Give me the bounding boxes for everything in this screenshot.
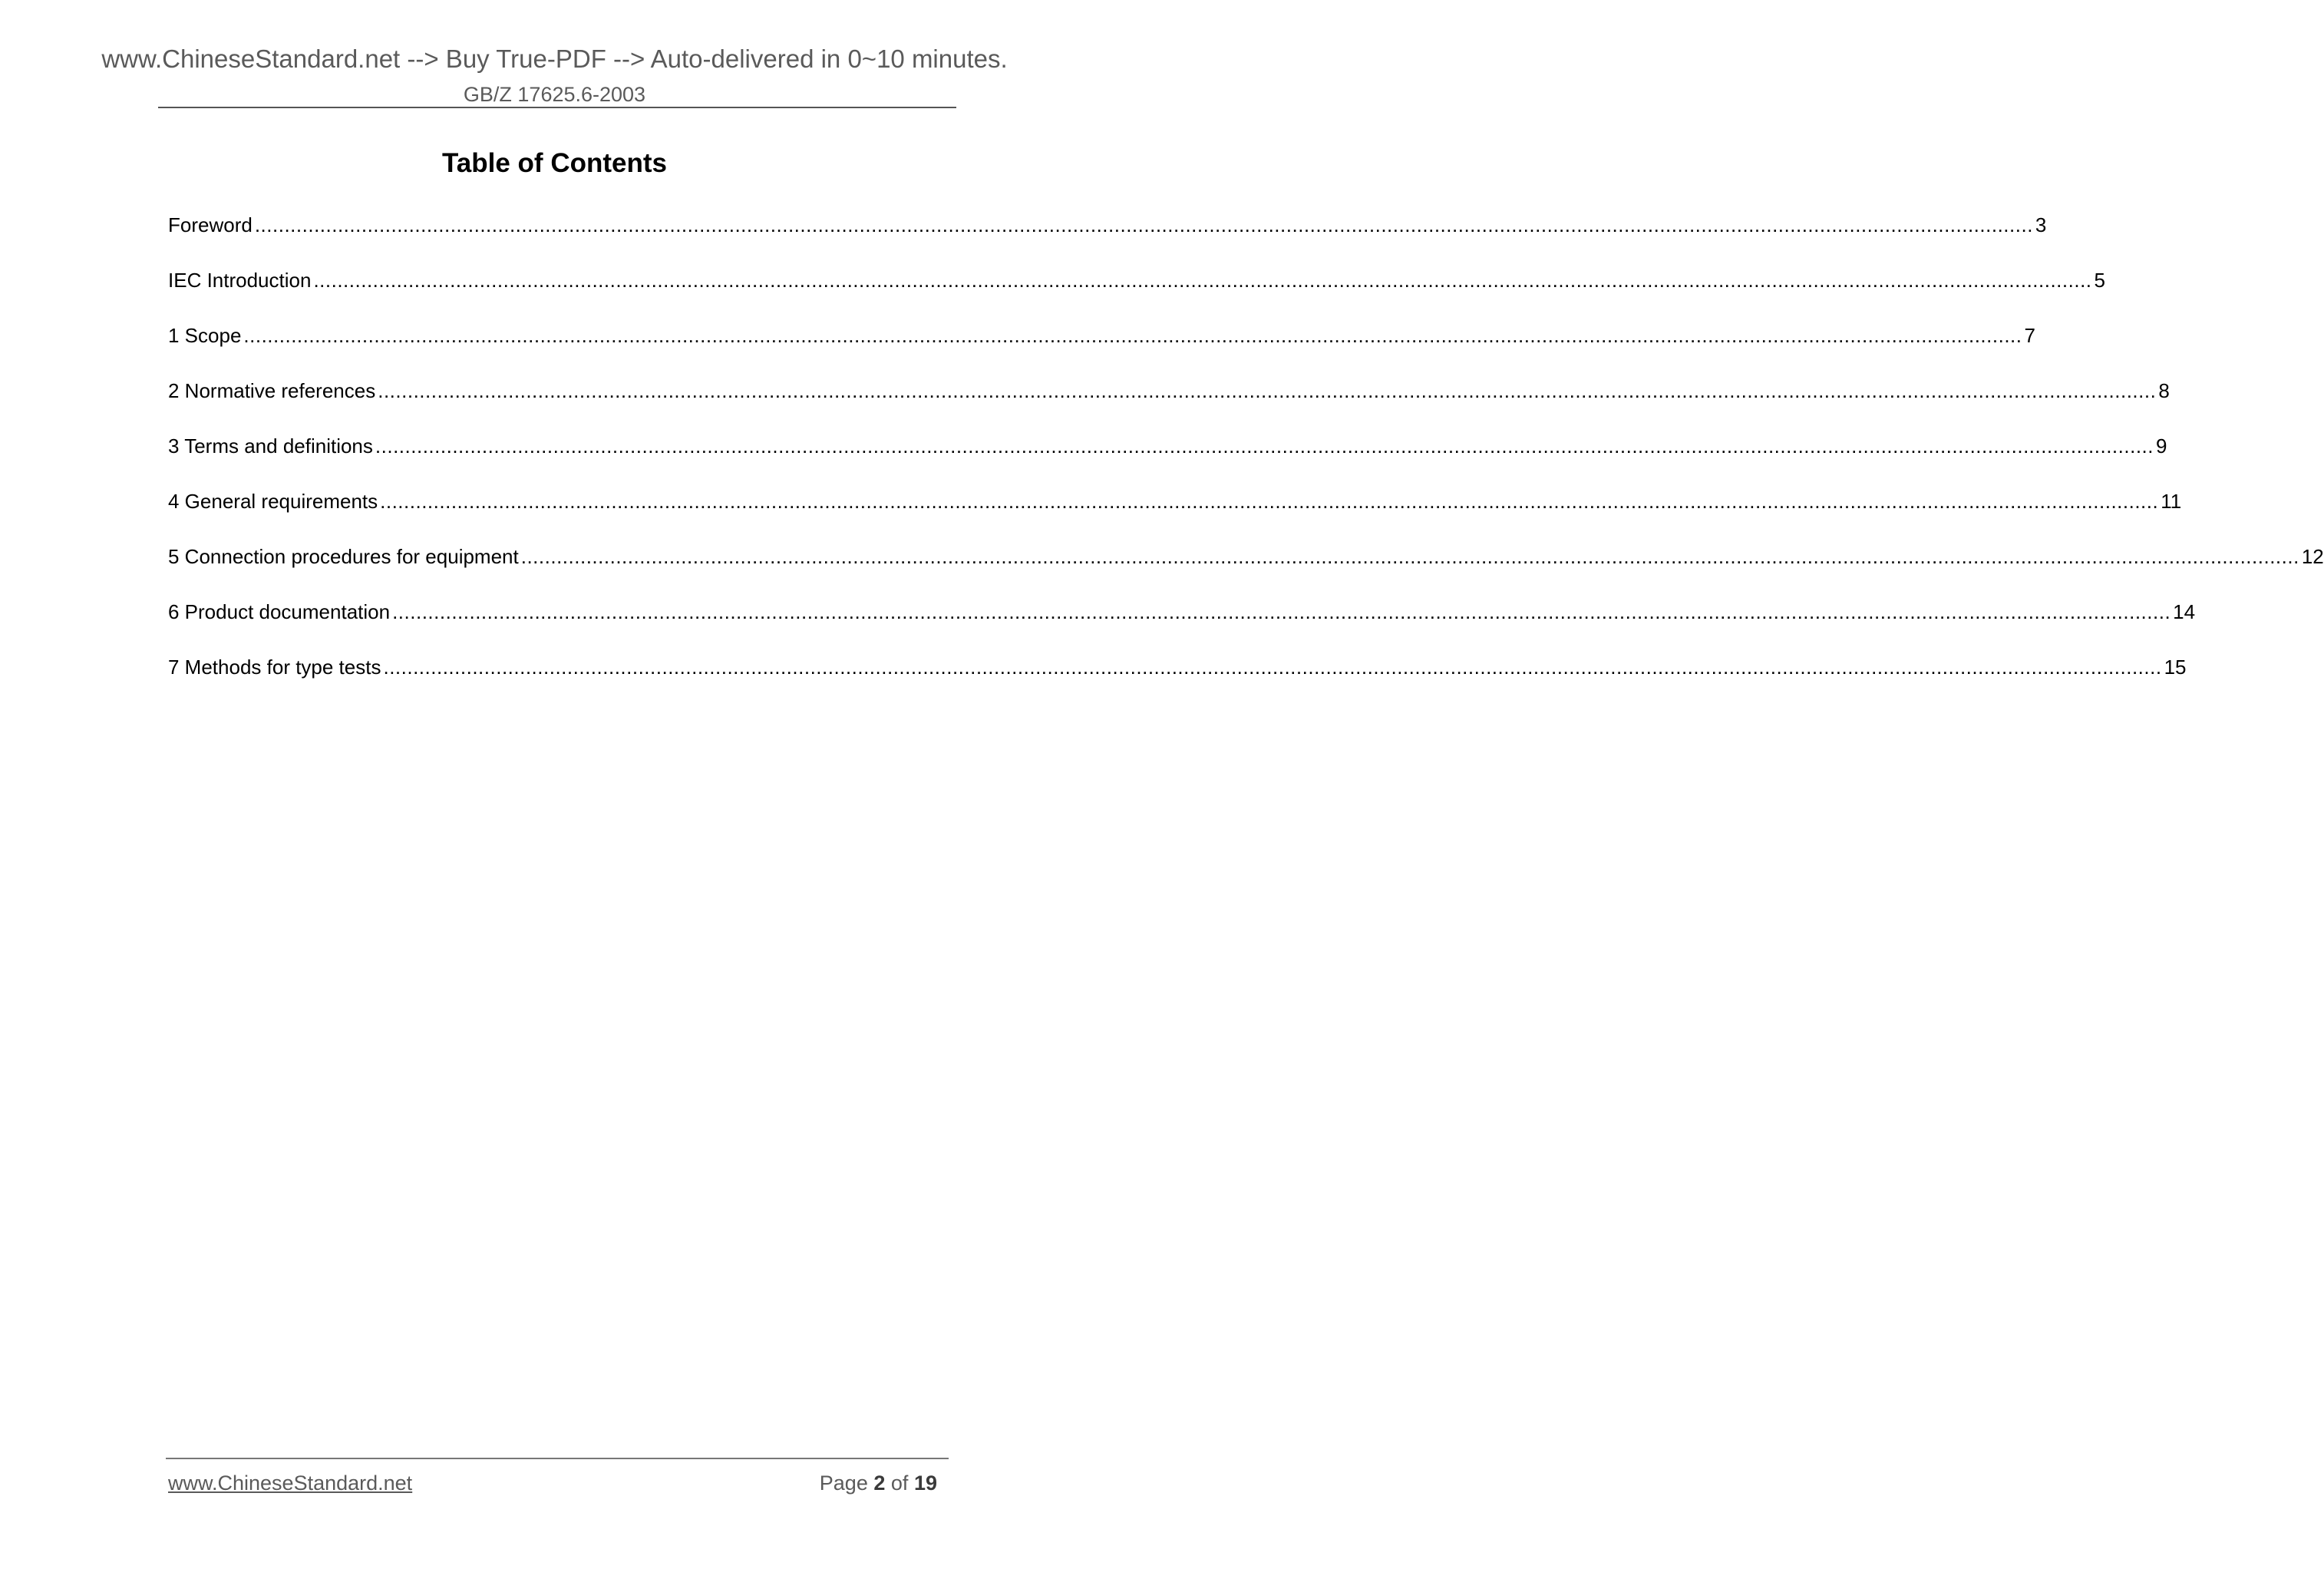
toc-entry-page: 8 [2158, 379, 2170, 402]
standard-number: GB/Z 17625.6-2003 [463, 83, 646, 106]
toc-entry[interactable] [168, 430, 2167, 485]
toc-entry-label: 4 General requirements [168, 490, 378, 513]
toc-entry-label: 2 Normative references [168, 379, 376, 402]
toc-entry-page: 3 [2035, 213, 2047, 236]
toc-entry-label: Foreword [168, 213, 253, 236]
toc-entry-page: 12 [2301, 545, 2324, 568]
footer-site-link[interactable]: www.ChineseStandard.net [168, 1472, 413, 1495]
toc-entry[interactable] [168, 375, 2170, 430]
total-pages: 19 [913, 1472, 937, 1495]
toc-entry-page: 15 [2164, 656, 2187, 679]
toc-entry[interactable] [168, 264, 2105, 319]
toc-dot-leader: ............................................................................................................................................................................................................................................................................................................ [243, 324, 2022, 347]
toc-dot-leader: ............................................................................................................................................................................................................................................................................................................ [254, 213, 2033, 236]
header-banner: www.ChineseStandard.net --> Buy True-PDF --> Auto-delivered in 0~10 minutes. [101, 45, 1008, 73]
toc-entry[interactable] [168, 651, 2187, 706]
toc-dot-leader: ............................................................................................................................................................................................................................................................................................................ [378, 379, 2157, 402]
toc-entry-page: 5 [2094, 269, 2105, 292]
toc-entry-label: IEC Introduction [168, 269, 312, 292]
toc-entry[interactable] [168, 596, 2196, 651]
toc-entry-page: 11 [2161, 490, 2182, 513]
toc-entry[interactable] [168, 540, 2324, 596]
toc-entry[interactable] [168, 319, 2035, 375]
toc-entry-page: 9 [2156, 434, 2167, 457]
toc-dot-leader: ............................................................................................................................................................................................................................................................................................................ [313, 269, 2092, 292]
toc-entry-label: 3 Terms and definitions [168, 434, 373, 457]
toc-entry-label: 5 Connection procedures for equipment [168, 545, 519, 568]
toc-entry[interactable] [168, 209, 2047, 264]
toc-dot-leader: ............................................................................................................................................................................................................................................................................................................ [383, 656, 2162, 679]
toc-entry-label: 6 Product documentation [168, 600, 391, 623]
current-page: 2 [873, 1472, 886, 1495]
footer-page-number [820, 1472, 937, 1495]
page-of: of [890, 1472, 909, 1495]
footer-divider [166, 1458, 949, 1459]
toc-dot-leader: ............................................................................................................................................................................................................................................................................................................ [392, 600, 2171, 623]
toc-dot-leader: ............................................................................................................................................................................................................................................................................................................ [380, 490, 2159, 513]
toc-dot-leader: ............................................................................................................................................................................................................................................................................................................ [375, 434, 2154, 457]
header-divider [158, 107, 956, 108]
toc-entry[interactable] [168, 485, 2182, 540]
toc-title: Table of Contents [442, 148, 667, 178]
page-prefix: Page [819, 1472, 868, 1495]
toc-entry-label: 1 Scope [168, 324, 242, 347]
toc-list [168, 209, 2324, 706]
toc-entry-label: 7 Methods for type tests [168, 656, 381, 679]
toc-entry-page: 14 [2173, 600, 2196, 623]
toc-dot-leader: ............................................................................................................................................................................................................................................................................................................ [520, 545, 2299, 568]
toc-entry-page: 7 [2024, 324, 2035, 347]
